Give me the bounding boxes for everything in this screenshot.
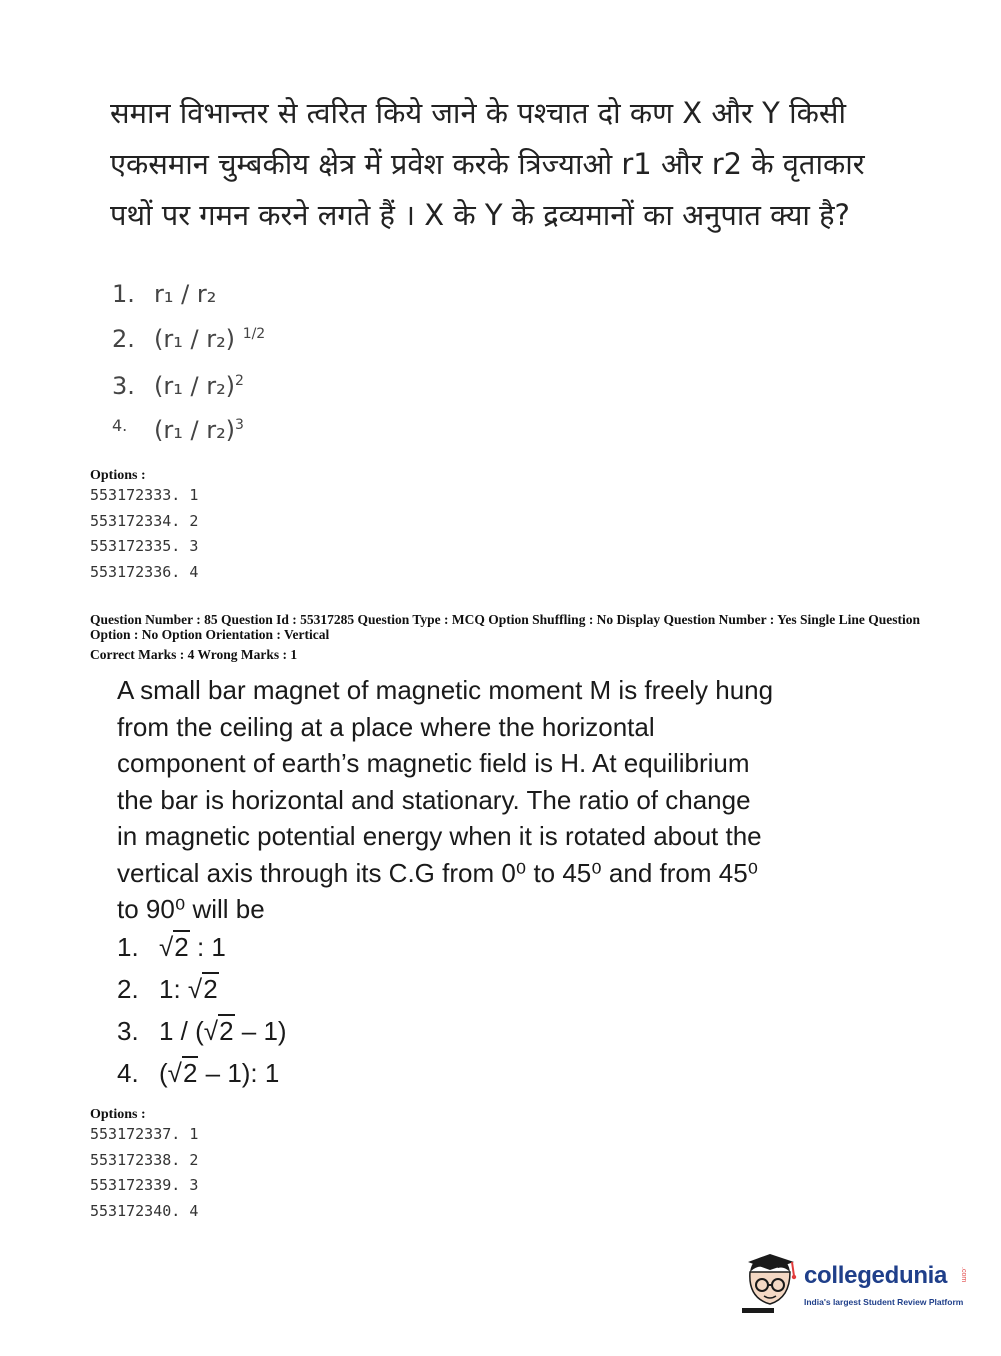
q84-option-2: 2. (r₁ / r₂) $^{1/2}$ xyxy=(112,325,266,353)
q85-line: the bar is horizontal and stationary. The ratio of change xyxy=(117,784,751,815)
q85-line: in magnetic potential energy when it is rotated about the xyxy=(117,821,762,851)
question-85-text xyxy=(117,672,837,928)
logo-com: .com xyxy=(960,1267,967,1283)
q85-option-1: 1. √2 : 1 xyxy=(117,932,226,962)
q85-option-2: 2. 1: √2 xyxy=(117,974,218,1004)
q84-options-label: Options : xyxy=(90,468,146,483)
q84-option-1: 1. r₁ / r₂ xyxy=(112,280,217,308)
q85-options-label: Options : xyxy=(90,1107,146,1122)
logo-name: collegedunia xyxy=(804,1262,948,1289)
option-id: 553172333. 1 xyxy=(90,486,199,504)
option-id: 553172340. 4 xyxy=(90,1201,199,1220)
q85-line: to 90⁰ will be xyxy=(117,894,265,924)
q85-option-3: 3. 1 / (√2 – 1) xyxy=(117,1016,287,1046)
option-id: 553172339. 3 xyxy=(90,1176,199,1194)
q85-line: from the ceiling at a place where the horizontal xyxy=(117,711,655,742)
q84-option-3: 3. (r₁ / r₂)$^2$ xyxy=(112,372,244,400)
option-id: 553172335. 3 xyxy=(90,537,199,555)
option-id: 553172334. 2 xyxy=(90,511,199,530)
q85-meta-line1: Question Number : 85 Question Id : 55317285 Question Type : MCQ Option Shuffling : No Display Question Number : Yes Single Line Question Option : No Option Orientation : Vertical xyxy=(90,612,920,642)
q85-option-ids xyxy=(90,1122,198,1224)
q85-line: component of earth’s magnetic field is H. At equilibrium xyxy=(117,748,750,778)
question-84-text: समान विभान्तर से त्वरित किये जाने के पश्चात दो कण X और Y किसी एकसमान चुम्बकीय क्षेत्र में प्रवेश करके त्रिज्याओ r1 और r2 के वृताकार पथों पर गमन करने लगते हैं । X के Y के द्रव्यमानों का अनुपात क्या है? xyxy=(110,96,865,232)
q85-meta xyxy=(90,612,920,662)
logo-tagline: India's largest Student Review Platform xyxy=(804,1297,964,1307)
q85-meta-line2: Correct Marks : 4 Wrong Marks : 1 xyxy=(90,647,298,662)
collegedunia-mascot-icon xyxy=(742,1250,802,1312)
mascot-base xyxy=(742,1308,774,1313)
option-id: 553172338. 2 xyxy=(90,1150,199,1169)
q85-line: A small bar magnet of magnetic moment M is freely hung xyxy=(117,675,774,705)
q84-option-4: 4. (r₁ / r₂)$^3$ xyxy=(112,416,244,444)
q85-option-4: 4. (√2 – 1): 1 xyxy=(117,1058,280,1088)
q85-line: vertical axis through its C.G from 0⁰ to 45⁰ and from 45⁰ xyxy=(117,857,759,888)
option-id: 553172336. 4 xyxy=(90,562,199,581)
option-id: 553172337. 1 xyxy=(90,1125,199,1143)
q84-option-ids xyxy=(90,483,198,585)
